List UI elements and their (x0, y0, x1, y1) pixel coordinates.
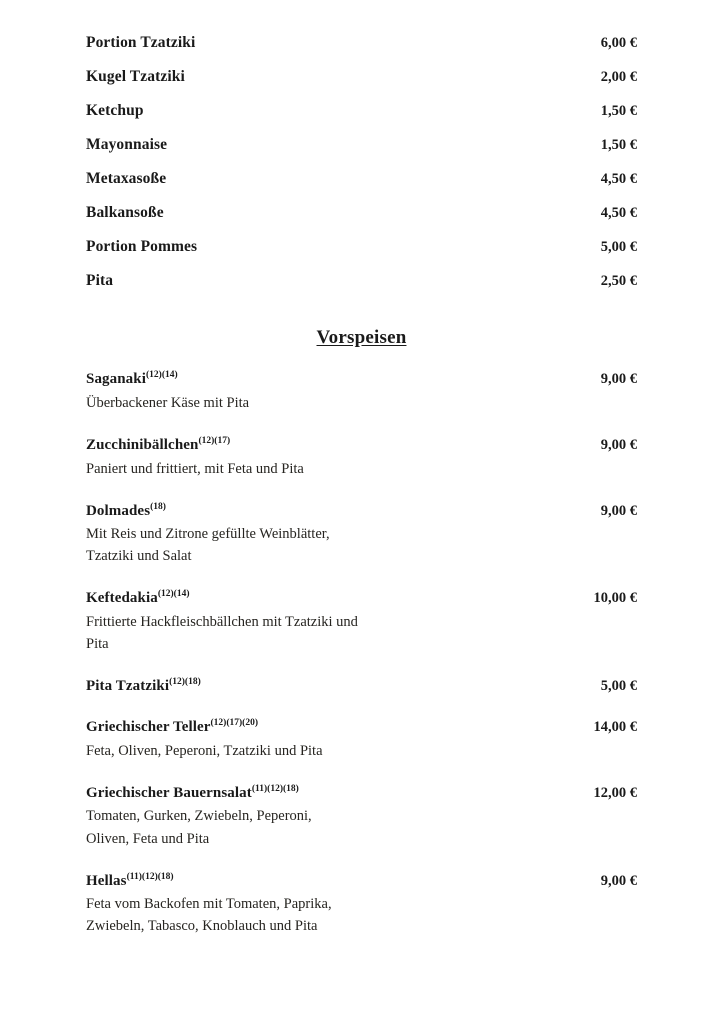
dish-entry (86, 784, 637, 850)
menu-item-name: Pita (86, 272, 114, 289)
dish-name (86, 589, 189, 608)
extras-price-list (86, 34, 637, 306)
dish-price: 9,00 € (600, 872, 637, 889)
dish-description (86, 392, 416, 414)
allergen-superscript: (12)(17)(20) (210, 717, 258, 728)
dish-name-text: Pita Tzatziki (86, 678, 170, 695)
allergen-superscript: (11)(12)(18) (251, 783, 299, 794)
dish-name (86, 718, 258, 737)
dish-header (86, 677, 637, 696)
menu-item-name: Kugel Tzatziki (86, 68, 185, 85)
dish-name (86, 370, 178, 389)
dish-header (86, 502, 637, 521)
menu-item-price: 4,50 € (600, 171, 637, 187)
dish-price: 12,00 € (593, 784, 637, 801)
dish-price: 9,00 € (600, 502, 637, 519)
dish-description (86, 611, 416, 655)
menu-item-price: 1,50 € (600, 103, 637, 119)
dish-price: 10,00 € (593, 590, 637, 607)
menu-item-price: 5,00 € (600, 239, 637, 255)
dish-price: 5,00 € (600, 678, 637, 695)
dish-name-text: Keftedakia (86, 590, 158, 607)
dish-name (86, 677, 201, 696)
dish-price: 9,00 € (600, 371, 637, 387)
dish-entry (86, 589, 637, 655)
dish-description-line: Mit Reis und Zitrone gefüllte Weinblätter, (86, 526, 330, 543)
section-heading-vorspeisen: Vorspeisen (316, 327, 407, 348)
dish-header (86, 718, 637, 737)
menu-row (86, 68, 637, 102)
menu-row (86, 272, 637, 306)
dish-name-text: Griechischer Bauernsalat (86, 784, 252, 801)
menu-row (86, 238, 637, 272)
dish-name (86, 872, 174, 891)
allergen-superscript: (11)(12)(18) (126, 871, 174, 882)
dish-entry (86, 872, 637, 938)
menu-item-name: Balkansoße (86, 204, 164, 221)
allergen-superscript: (12)(14) (146, 370, 178, 380)
dish-description-line: Paniert und frittiert, mit Feta und Pita (86, 460, 304, 477)
dish-name (86, 784, 299, 803)
dish-header (86, 436, 637, 455)
dish-entry (86, 718, 637, 762)
menu-row (86, 136, 637, 170)
dish-name-text: Griechischer Teller (86, 718, 211, 735)
allergen-superscript: (12)(14) (157, 589, 190, 600)
dish-entry (86, 436, 637, 480)
dish-description-line: Frittierte Hackfleischbällchen mit Tzatziki und (86, 614, 358, 631)
menu-row (86, 170, 637, 204)
dish-description-line: Oliven, Feta und Pita (86, 830, 210, 847)
dish-description (86, 523, 416, 567)
dish-header (86, 589, 637, 608)
dish-entry (86, 502, 637, 568)
dish-price: 14,00 € (593, 718, 637, 735)
menu-row (86, 34, 637, 68)
menu-item-name: Ketchup (86, 102, 144, 119)
dish-name-text: Hellas (86, 872, 127, 889)
dish-name-text: Dolmades (86, 502, 151, 519)
dish-description-line: Feta, Oliven, Peperoni, Tzatziki und Pita (86, 742, 323, 759)
menu-content (86, 34, 637, 959)
dish-price: 9,00 € (600, 436, 637, 453)
dish-name-text: Saganaki (86, 371, 146, 387)
vorspeisen-list (86, 370, 637, 937)
menu-item-price: 2,00 € (600, 69, 637, 85)
allergen-superscript: (12)(17) (198, 435, 231, 446)
menu-item-price: 1,50 € (600, 137, 637, 153)
dish-header (86, 872, 637, 891)
allergen-superscript: (18) (150, 501, 166, 512)
menu-item-name: Mayonnaise (86, 136, 168, 153)
dish-description (86, 805, 416, 849)
allergen-superscript: (12)(18) (169, 677, 201, 688)
dish-header (86, 784, 637, 803)
dish-description (86, 893, 416, 937)
menu-row (86, 102, 637, 136)
dish-entry (86, 677, 637, 696)
dish-name (86, 502, 166, 521)
menu-item-price: 4,50 € (600, 205, 637, 221)
menu-item-name: Portion Pommes (86, 238, 198, 255)
dish-description-line: Überbackener Käse mit Pita (86, 394, 250, 411)
dish-description (86, 740, 416, 762)
dish-name-text: Zucchinibällchen (86, 436, 199, 453)
menu-item-price: 6,00 € (600, 35, 637, 51)
menu-item-price: 2,50 € (600, 273, 637, 289)
dish-description-line: Pita (86, 636, 109, 653)
dish-header (86, 370, 637, 389)
menu-item-name: Metaxasoße (86, 170, 167, 187)
dish-entry (86, 370, 637, 414)
menu-row (86, 204, 637, 238)
dish-description-line: Zwiebeln, Tabasco, Knoblauch und Pita (86, 918, 318, 935)
menu-item-name: Portion Tzatziki (86, 34, 196, 51)
dish-description-line: Tomaten, Gurken, Zwiebeln, Peperoni, (86, 808, 312, 825)
dish-name (86, 436, 230, 455)
dish-description-line: Feta vom Backofen mit Tomaten, Paprika, (86, 896, 332, 913)
dish-description-line: Tzatziki und Salat (86, 548, 192, 565)
dish-description (86, 458, 416, 480)
